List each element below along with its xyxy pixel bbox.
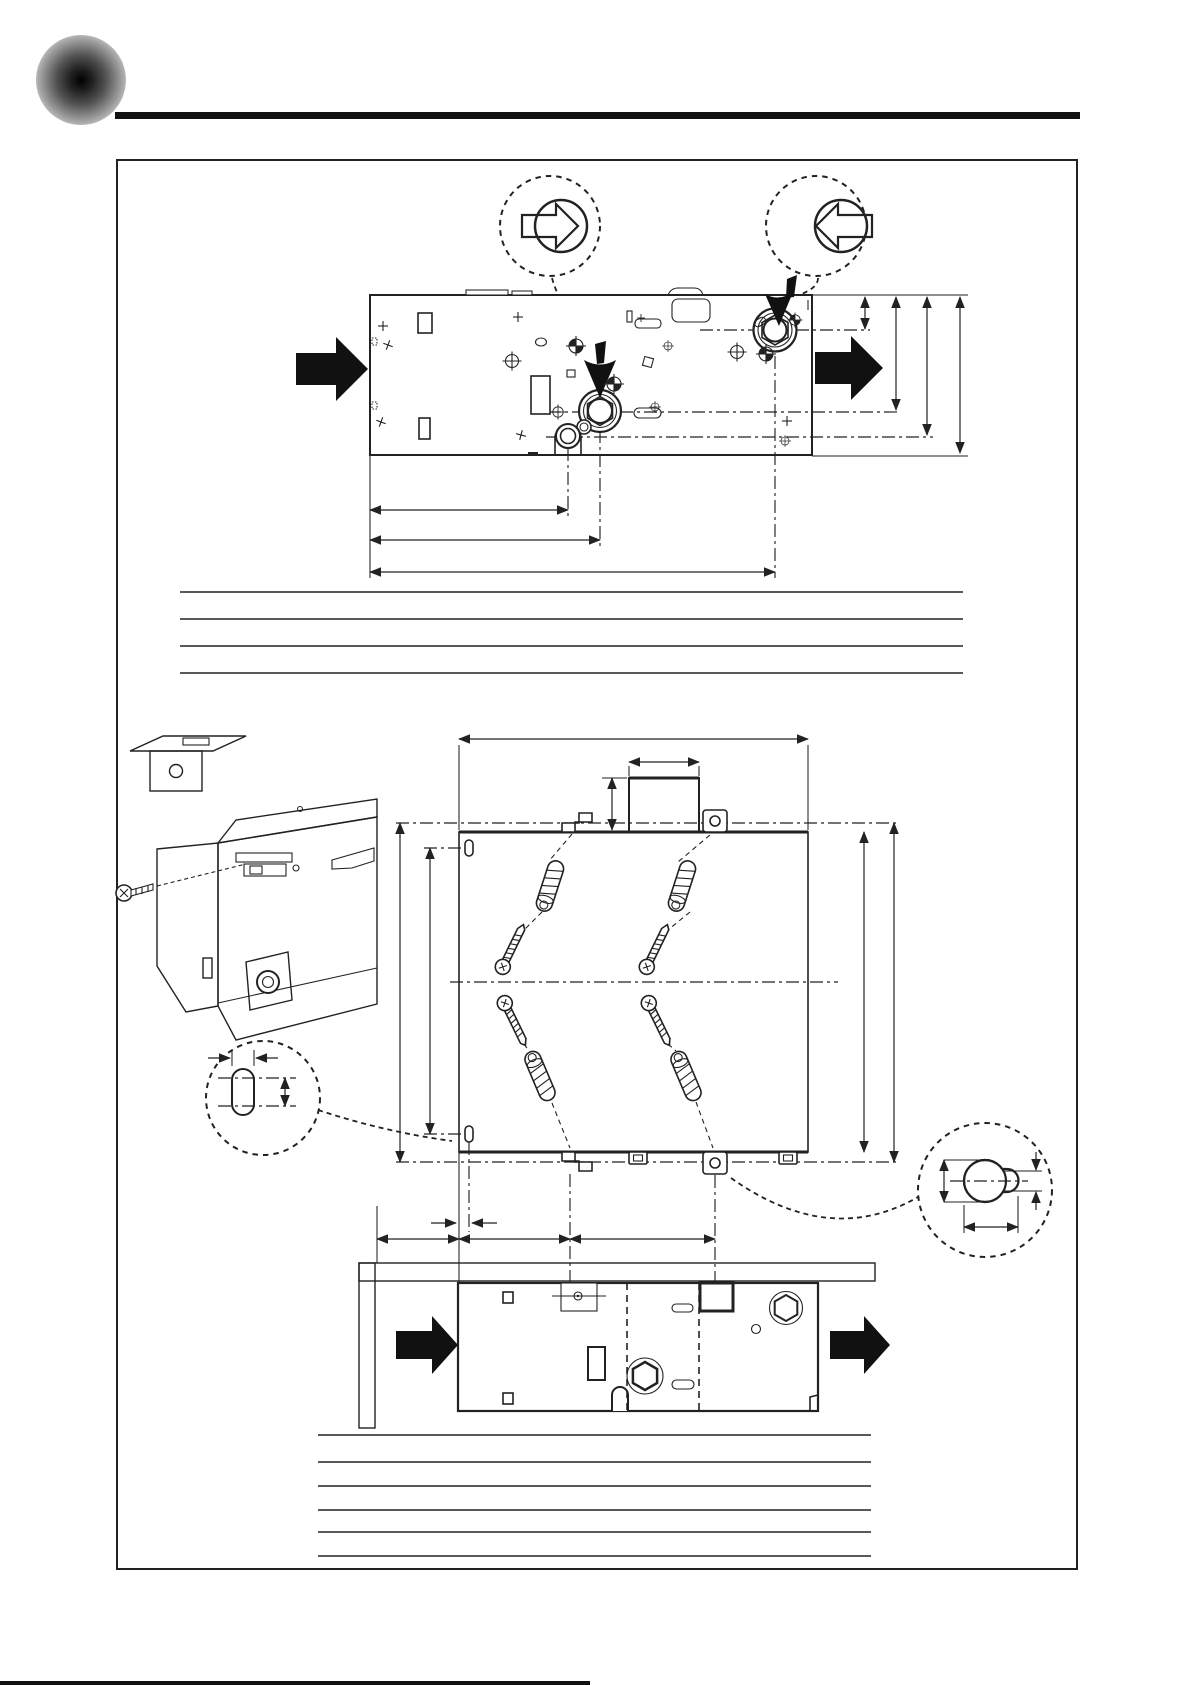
hex-fitting [770,1292,803,1325]
flow-right-arrow-icon [396,1316,458,1374]
screw-3d-icon [116,884,153,901]
slot-detail-callout [206,1041,452,1155]
mounting-template-figure [396,739,900,1283]
rotate-close-direction-icon [766,176,872,276]
bracket-3d-illustration [130,736,246,791]
ruled-lines-upper [180,592,963,673]
flow-right-arrow-icon [830,1316,890,1374]
hanger-clip [562,813,592,832]
hanger-clip [562,1152,592,1171]
figure-bottom-clearance [359,1174,890,1428]
knockout-fitting-main [577,390,621,434]
figure-top-dimensions [296,176,968,578]
unit-3d-illustration [116,799,377,1040]
hex-fitting [627,1358,663,1394]
rotate-open-direction-icon [500,176,600,276]
keyhole-bracket [703,810,727,832]
flow-right-arrow-icon [815,336,883,400]
flow-right-arrow-icon [296,337,368,401]
keyhole-bracket [703,1152,727,1174]
ruled-lines-lower [318,1435,871,1556]
page-bottom-bar [0,1681,590,1685]
